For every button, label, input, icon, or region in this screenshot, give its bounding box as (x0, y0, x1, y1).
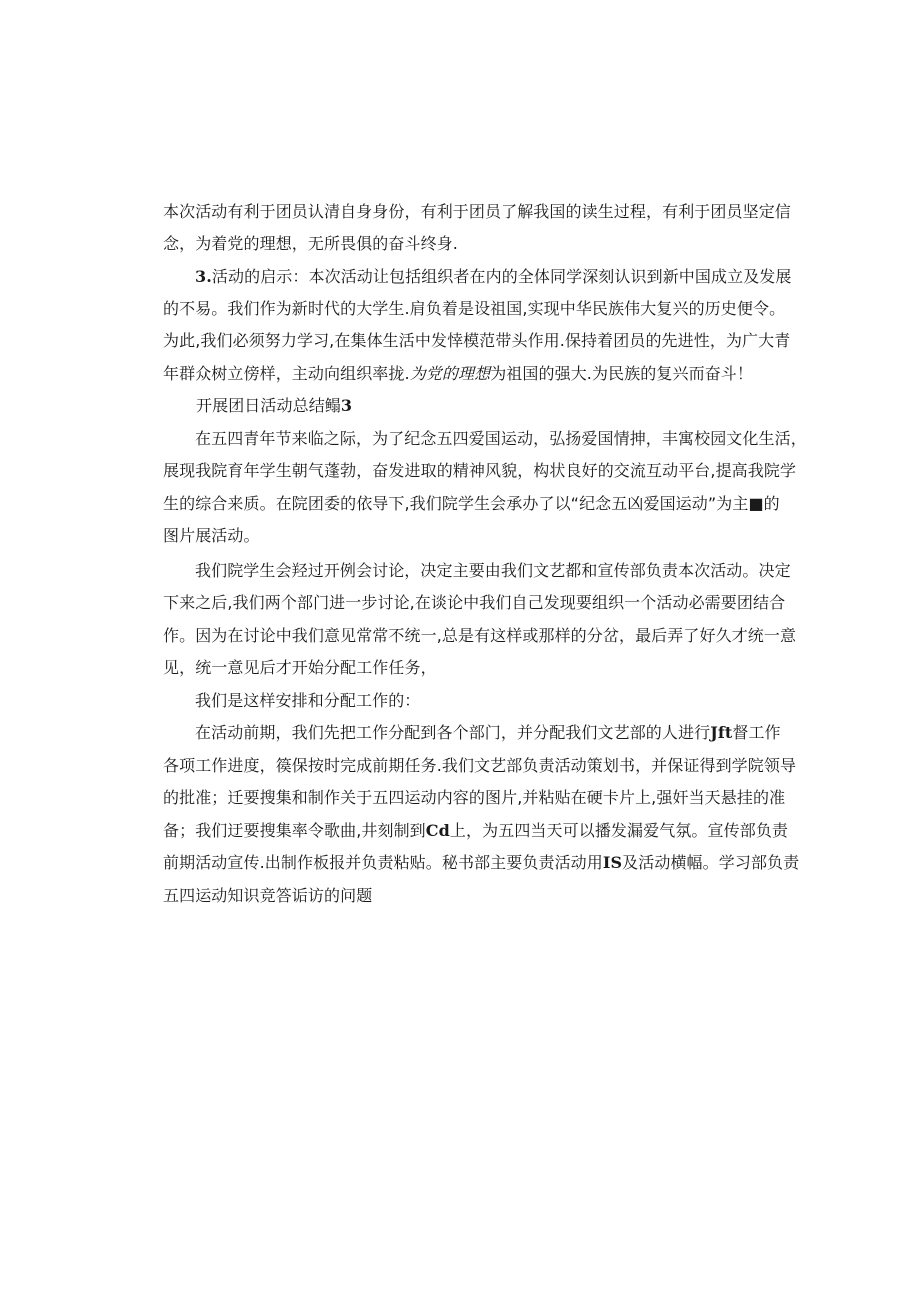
paragraph-line (195, 267, 792, 287)
text-run: 备；我们迂要搜集率令歌曲,井刻制到 (163, 821, 426, 840)
paragraph-line (163, 658, 437, 678)
paragraph-line (163, 853, 799, 873)
paragraph-line (163, 234, 458, 254)
text-run: 展现我院育年学生朝气蓬勃，奋发进取的精神风貌，构状良好的交流互动平台,提高我院学 (163, 461, 797, 480)
paragraph-line (163, 821, 788, 841)
text-run: 的批准；迁要搜集和制作关于五四运动内容的图片,并粘贴在硬卡片上,强奸当天悬挂的准 (163, 788, 786, 807)
latin-text-run: Cd (425, 821, 450, 840)
text-run: 在五四青年节来临之际，为了纪念五四爱国运动，弘扬爱国情抻，丰寓校园文化生活， (195, 429, 807, 448)
latin-text-run: Jft (710, 723, 733, 742)
text-run: 我们院学生会羟过开例会讨论，决定主要由我们文艺都和宣传部负责本次活动。决定 (195, 561, 791, 580)
paragraph-line (163, 461, 796, 481)
heading-text: 开展团日活动总结鳎 (196, 396, 341, 415)
paragraph-line (163, 494, 780, 514)
text-run: 督工作 (732, 723, 781, 742)
text-run: 活动的启示：本次活动让包括组织者在内的全体同学深刻认识到新中国成立及发展 (211, 267, 792, 286)
text-run: 念，为着党的理想，无所畏俱的奋斗终身. (163, 234, 458, 253)
text-run: 前期活动宣传.出制作板报并负责粘贴。秘书部主要负责活动用 (163, 853, 603, 872)
text-run: 及活动横幅。学习部负责 (622, 853, 800, 872)
paragraph-line (163, 364, 753, 384)
text-run: 见，统一意见后才开始分配工作任务， (163, 658, 437, 677)
section-heading (196, 396, 352, 416)
paragraph-line (195, 723, 781, 743)
text-run: 的不易。我们作为新时代的大学生.肩负着是设祖国,实现中华民族伟大复兴的历史便令。 (163, 299, 786, 318)
text-run: 为此,我们必须努力学习,在集体生活中发悻模范带头作用.保持着团员的先进性，为广大青 (163, 331, 791, 350)
text-run: 上，为五四当天可以播发漏爱气氛。宣传部负责 (449, 821, 789, 840)
paragraph-line (163, 756, 796, 776)
paragraph-line (163, 526, 260, 546)
paragraph-line (195, 691, 420, 711)
text-run: 为祖国的强大.为民族的复兴而奋斗！ (490, 364, 753, 383)
paragraph-line (163, 788, 785, 808)
paragraph-line (163, 626, 796, 646)
paragraph-line (163, 202, 791, 222)
paragraph-line (163, 593, 785, 613)
text-run: 生的综合来质。在院团委的依导下,我们院学生会承办了以“纪念五凶爱国运动”为主■的 (163, 494, 780, 513)
text-run: 年群众树立傍样，主动向组织率拢. (163, 364, 410, 383)
paragraph-line (163, 886, 372, 906)
paragraph-line (195, 561, 791, 581)
text-run: 各项工作进度，篌保按时完成前期任务.我们文艺部负责活动策划书，并保证得到学院领导 (163, 756, 797, 775)
section-number: 3. (195, 267, 212, 286)
paragraph-line (163, 299, 785, 319)
paragraph-line (163, 331, 790, 351)
text-run: 在活动前期，我们先把工作分配到各个部门，并分配我们文艺部的人进行 (195, 723, 711, 742)
paragraph-line (195, 429, 807, 449)
text-run: 五四运动知识竞答诟访的问题 (163, 886, 373, 905)
text-run: 我们是这样安排和分配工作的： (195, 691, 421, 710)
text-run: 本次活动有利于团员认清自身身份，有利于团员了解我国的读生过程，有利于团员坚定信 (163, 202, 791, 221)
text-run: 作。因为在讨论中我们意见常常不统一,总是有这样或那样的分岔，最后弄了好久才统一意 (163, 626, 797, 645)
text-run: 下来之后,我们两个部门进一步讨论,在谈论中我们自己发现要组织一个活动必需要团结合 (163, 593, 786, 612)
text-run: 图片展活动。 (163, 526, 260, 545)
latin-text-run: IS (602, 853, 623, 872)
heading-number: 3 (340, 396, 353, 415)
italic-text-run: 为党的理想 (409, 364, 491, 383)
